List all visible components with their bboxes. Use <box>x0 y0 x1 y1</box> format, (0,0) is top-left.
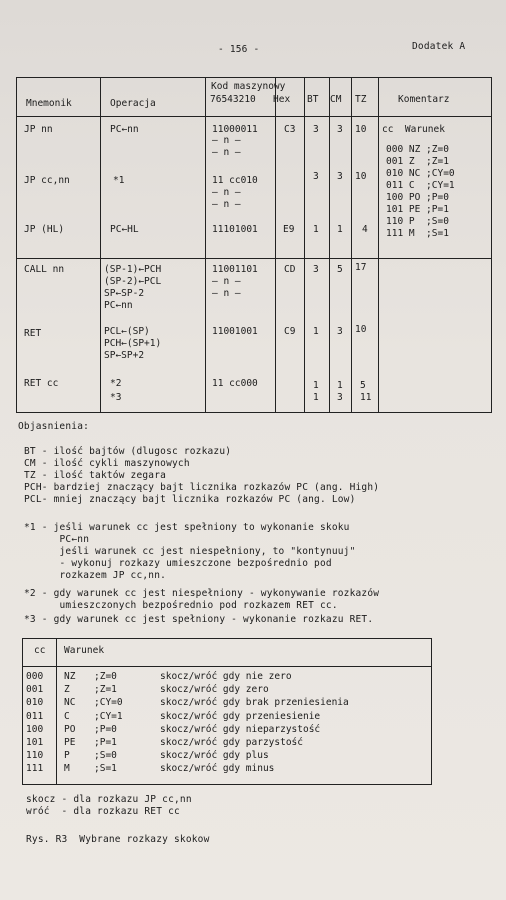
condition-flag: ;Z=0 <box>94 671 117 682</box>
row-tz: 10 <box>355 124 367 135</box>
row-operation: PC←nn <box>104 300 133 311</box>
row-code: — n — <box>212 288 241 299</box>
row-hex: CD <box>284 264 296 275</box>
col-comment: Komentarz <box>398 94 450 105</box>
comment-title: cc Warunek <box>382 124 445 135</box>
comment-line: 100 PO ;P=0 <box>386 192 449 203</box>
row-tz: 17 <box>355 262 367 273</box>
row-bt: 1 <box>313 224 319 235</box>
row-bt: 3 <box>313 124 319 135</box>
note-line: *3 - gdy warunek cc jest spełniony - wykonanie rozkazu RET. <box>24 614 374 625</box>
row-operation: PCL←(SP) <box>104 326 150 337</box>
condition-flag: ;S=0 <box>94 750 117 762</box>
row-bt: 3 <box>313 171 319 182</box>
cc-code: 100 <box>26 723 44 735</box>
row-cm: 1 <box>337 224 343 235</box>
col-bt: BT <box>307 94 319 105</box>
col-code-bits: 76543210 <box>210 94 256 105</box>
note-line: jeśli warunek cc jest niespełniony, to "kontynuuj" <box>24 546 356 557</box>
explanations-title: Objasnienia: <box>18 421 90 432</box>
row-hex: E9 <box>283 224 295 235</box>
col-condition: Warunek <box>64 645 105 656</box>
row-operation: PC←HL <box>110 224 139 235</box>
cc-code: 000 <box>26 671 44 682</box>
condition-description: skocz/wróć gdy nieparzystość <box>160 723 321 735</box>
comment-line: 011 C ;CY=1 <box>386 180 455 191</box>
row-tz: 10 <box>355 171 367 182</box>
note-line: umieszczonych bezpośrednio pod rozkazem RET cc. <box>24 600 338 611</box>
row-operation: PC←nn <box>110 124 139 135</box>
row-operation: SP←SP-2 <box>104 288 145 299</box>
condition-flag: ;CY=1 <box>94 710 123 722</box>
explanation-line: TZ - ilość taktów zegara <box>24 470 167 481</box>
col-code: Kod maszynowy <box>211 81 286 92</box>
row-code: 11 cc010 <box>212 175 258 186</box>
condition-mnemonic: M <box>64 763 70 775</box>
row-code: — n — <box>212 147 241 158</box>
explanation-line: PCH- bardziej znaczący bajt licznika rozkazów PC (ang. High) <box>24 482 380 493</box>
cc-code: 101 <box>26 737 44 748</box>
col-tz: TZ <box>355 94 367 105</box>
row-tz: 10 <box>355 324 367 335</box>
row-code: — n — <box>212 276 241 287</box>
row-operation: (SP-1)←PCH <box>104 264 162 275</box>
row-code: — n — <box>212 187 241 198</box>
row-mnemonic: CALL nn <box>24 264 65 275</box>
row-operation: PCH←(SP+1) <box>104 338 162 349</box>
note-line: - wykonuj rozkazy umieszczone bezpośrednio pod <box>24 558 332 569</box>
condition-description: skocz/wróć gdy zero <box>160 684 269 696</box>
row-cm: 3 <box>337 326 343 337</box>
condition-mnemonic: NZ <box>64 671 76 682</box>
condition-mnemonic: NC <box>64 697 76 709</box>
row-cm: 3 <box>337 124 343 135</box>
comment-line: 101 PE ;P=1 <box>386 204 449 215</box>
row-hex: C9 <box>284 326 296 337</box>
condition-flag: ;P=1 <box>94 737 117 748</box>
condition-flag: ;Z=1 <box>94 684 117 696</box>
footer-line: wróć - dla rozkazu RET cc <box>26 806 180 817</box>
cc-code: 110 <box>26 750 44 762</box>
condition-description: skocz/wróć gdy minus <box>160 763 275 775</box>
row-tz: 5 11 <box>360 380 372 403</box>
row-code: 11001101 <box>212 264 258 275</box>
condition-mnemonic: C <box>64 710 70 722</box>
row-cm: 3 <box>337 171 343 182</box>
explanation-line: BT - ilość bajtów (dlugosc rozkazu) <box>24 446 232 457</box>
explanation-line: PCL- mniej znaczący bajt licznika rozkazów PC (ang. Low) <box>24 494 356 505</box>
row-operation: *3 <box>110 392 122 403</box>
row-cm: 5 <box>337 264 343 275</box>
condition-mnemonic: PE <box>64 737 76 748</box>
figure-caption: Rys. R3 Wybrane rozkazy skokow <box>26 834 210 845</box>
explanation-line: CM - ilość cykli maszynowych <box>24 458 190 469</box>
footer-line: skocz - dla rozkazu JP cc,nn <box>26 794 192 805</box>
condition-mnemonic: P <box>64 750 70 762</box>
condition-description: skocz/wróć gdy nie zero <box>160 671 292 682</box>
row-code: 11 cc000 <box>212 378 258 389</box>
col-mnemonic: Mnemonik <box>26 98 72 109</box>
condition-description: skocz/wróć gdy plus <box>160 750 269 762</box>
condition-description: skocz/wróć gdy przeniesienie <box>160 710 321 722</box>
row-tz: 4 <box>362 224 368 235</box>
row-mnemonic: JP (HL) <box>24 224 65 235</box>
condition-description: skocz/wróć gdy brak przeniesienia <box>160 697 349 709</box>
row-operation: *1 <box>113 175 125 186</box>
note-line: PC←nn <box>24 534 90 545</box>
row-code: — n — <box>212 199 241 210</box>
note-line: *2 - gdy warunek cc jest niespełniony - wykonywanie rozkazów <box>24 588 380 599</box>
row-cm: 1 3 <box>337 380 343 403</box>
row-code: 11001001 <box>212 326 258 337</box>
row-operation: *2 <box>110 378 122 389</box>
cc-code: 010 <box>26 697 44 709</box>
note-line: *1 - jeśli warunek cc jest spełniony to wykonanie skoku <box>24 522 350 533</box>
row-bt: 1 <box>313 326 319 337</box>
row-code: — n — <box>212 135 241 146</box>
comment-line: 001 Z ;Z=1 <box>386 156 449 167</box>
condition-flag: ;CY=0 <box>94 697 123 709</box>
condition-flag: ;P=0 <box>94 723 117 735</box>
row-code: 11000011 <box>212 124 258 135</box>
row-mnemonic: JP nn <box>24 124 53 135</box>
comment-line: 010 NC ;CY=0 <box>386 168 455 179</box>
condition-mnemonic: PO <box>64 723 76 735</box>
row-bt: 1 1 <box>313 380 319 403</box>
row-mnemonic: RET <box>24 328 42 339</box>
row-code: 11101001 <box>212 224 258 235</box>
col-hex: Hex <box>273 94 291 105</box>
comment-line: 000 NZ ;Z=0 <box>386 144 449 155</box>
condition-flag: ;S=1 <box>94 763 117 775</box>
condition-mnemonic: Z <box>64 684 70 696</box>
col-cc: cc <box>34 645 46 656</box>
col-operation: Operacja <box>110 98 156 109</box>
cc-code: 011 <box>26 710 44 722</box>
row-bt: 3 <box>313 264 319 275</box>
row-mnemonic: RET cc <box>24 378 59 389</box>
cc-code: 001 <box>26 684 44 696</box>
note-line: rozkazem JP cc,nn. <box>24 570 167 581</box>
appendix-label: Dodatek A <box>412 41 466 52</box>
row-hex: C3 <box>284 124 296 135</box>
row-mnemonic: JP cc,nn <box>24 175 70 186</box>
page-number: - 156 - <box>218 44 260 55</box>
comment-line: 110 P ;S=0 <box>386 216 449 227</box>
comment-line: 111 M ;S=1 <box>386 228 449 239</box>
row-operation: (SP-2)←PCL <box>104 276 162 287</box>
cc-code: 111 <box>26 763 44 775</box>
condition-description: skocz/wróć gdy parzystość <box>160 737 303 748</box>
row-operation: SP←SP+2 <box>104 350 145 361</box>
col-cm: CM <box>330 94 342 105</box>
